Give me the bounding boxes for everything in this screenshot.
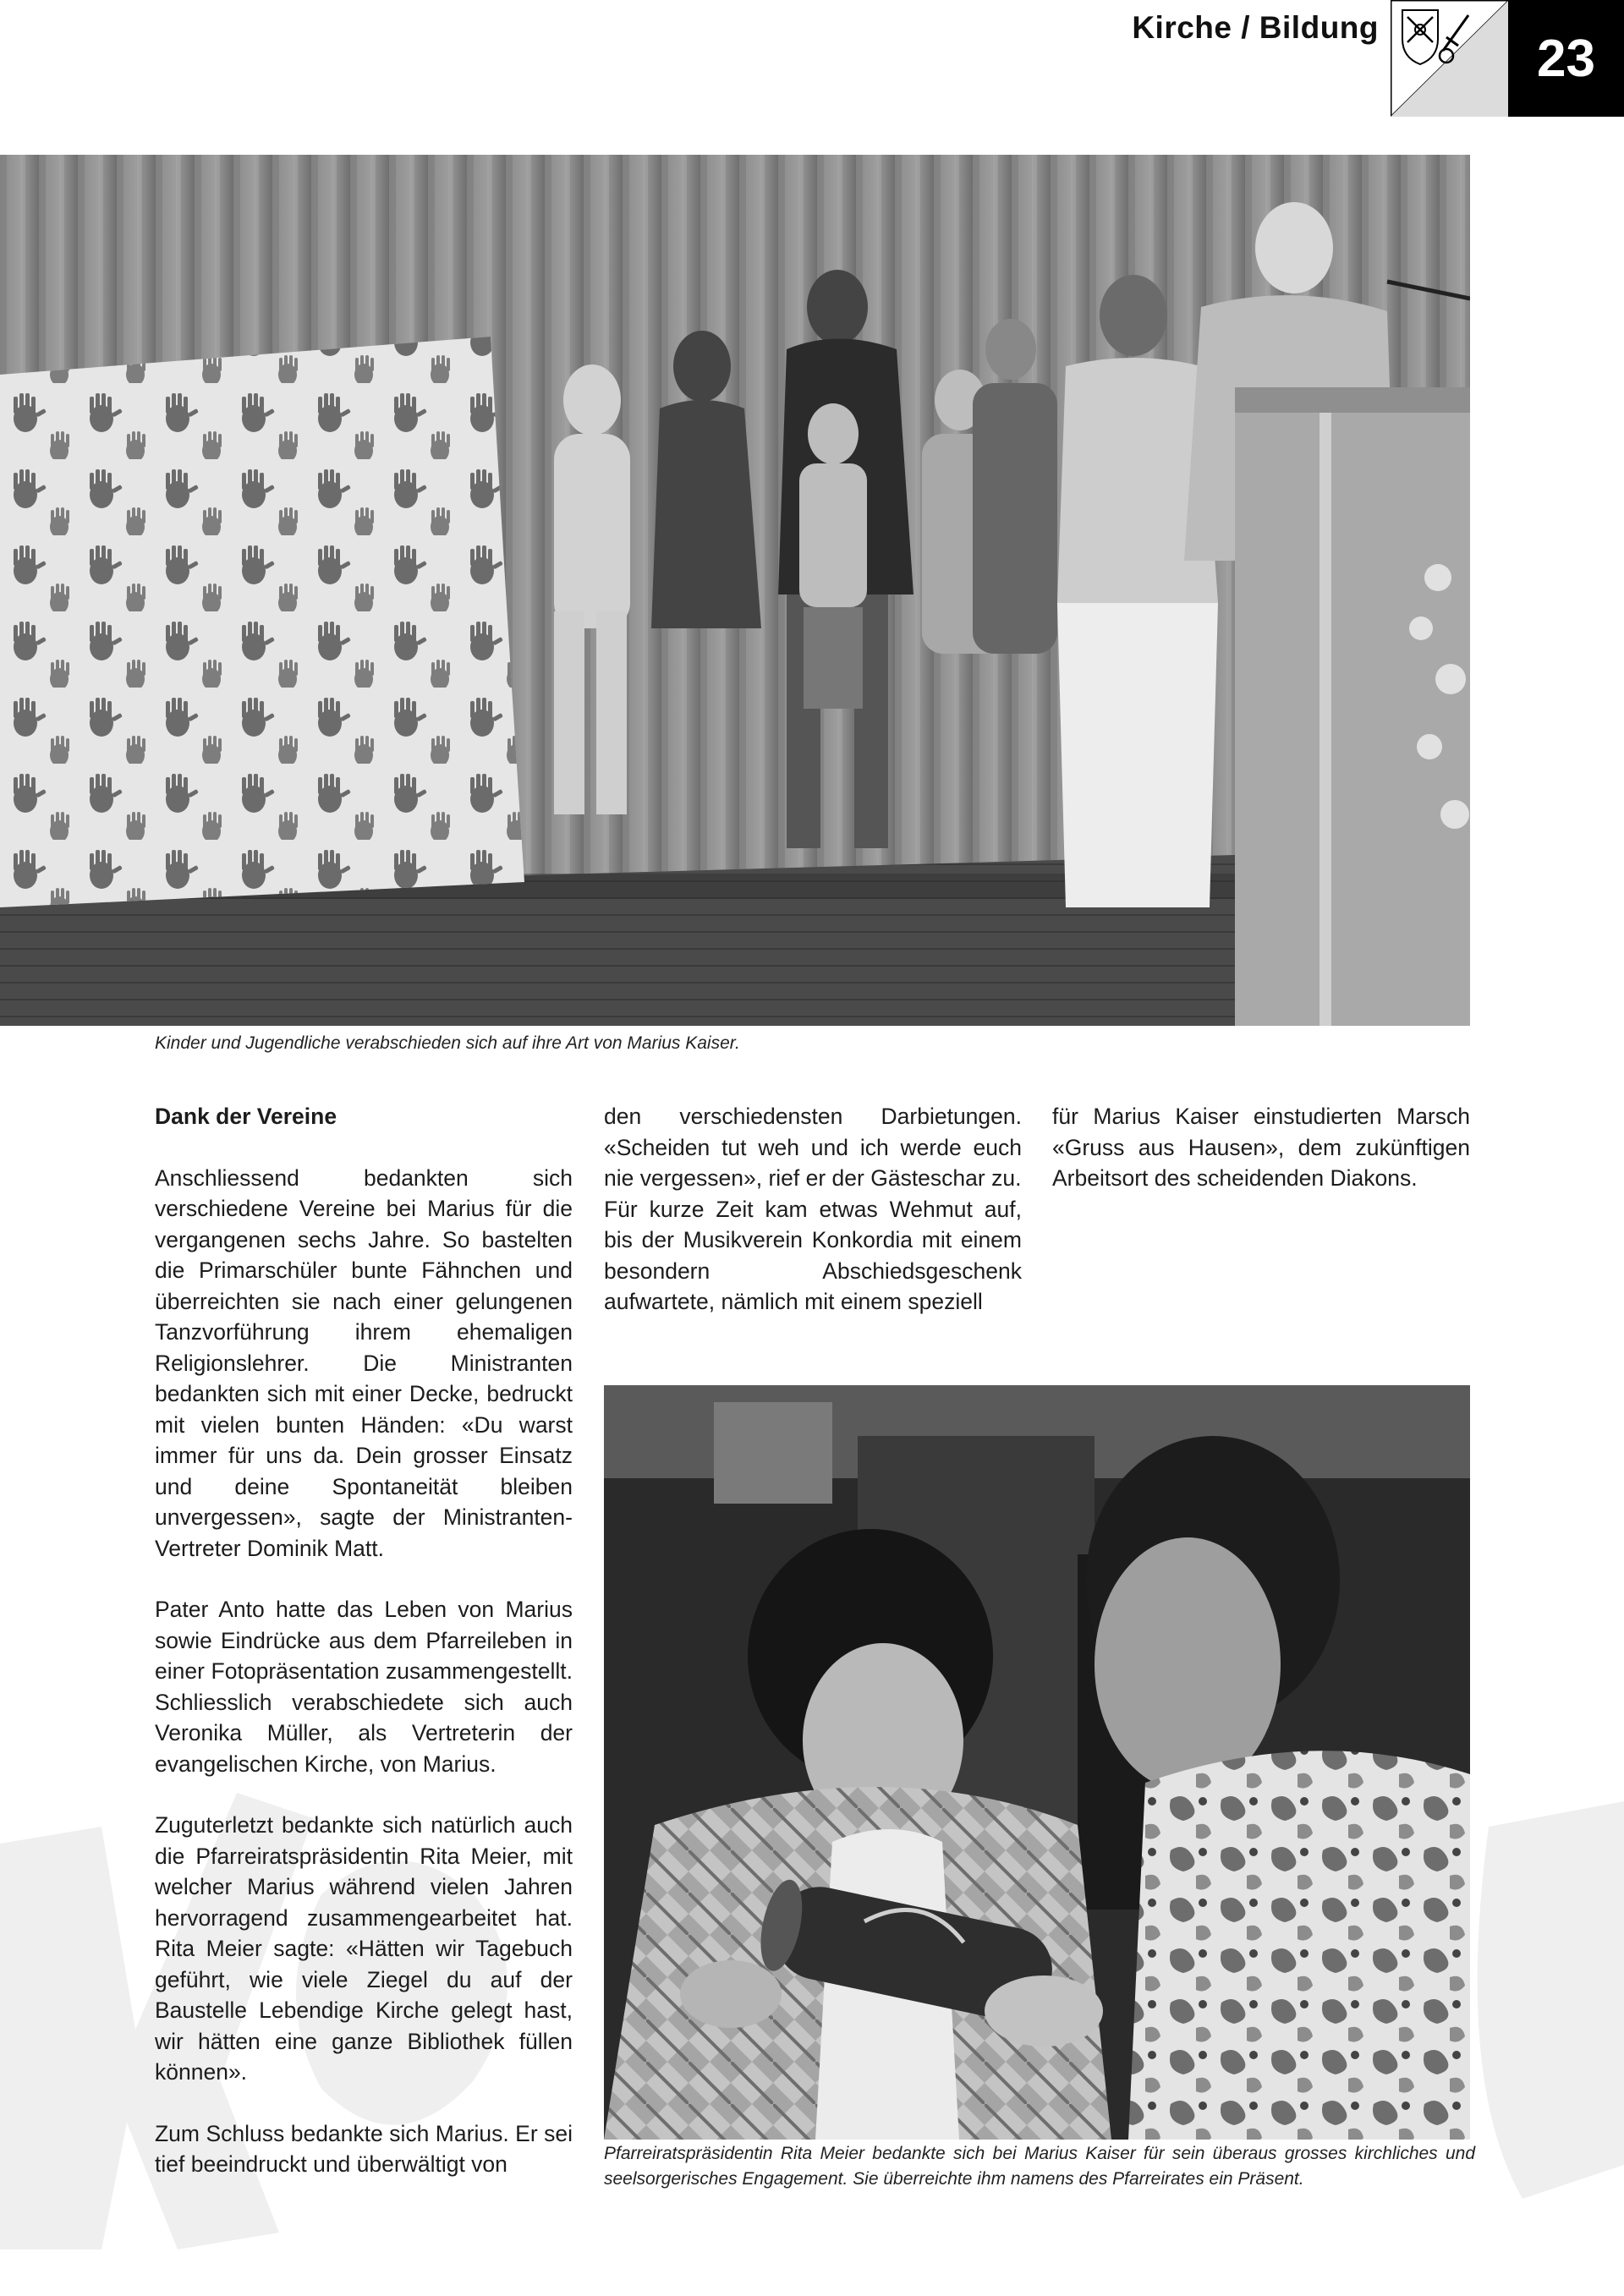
gift-handover-photo [604,1385,1470,2140]
coat-of-arms-icon [1391,0,1509,117]
article-column-2 [604,1101,1022,1318]
top-photo-caption: Kinder und Jugendliche verabschieden sich auf ihre Art von Marius Kaiser. [155,1033,740,1053]
article-column-3 [1052,1101,1470,1194]
article-heading: Dank der Vereine [155,1104,337,1129]
article-column-1 [155,1101,573,2180]
paragraph: Anschliessend bedankten sich verschiedene Vereine bei Marius für die vergangenen sechs Jahre. So bastelten die Primarschüler bunte Fähnchen und überreichten sie nach einer gelungenen Tanzvorführung ihrem ehemaligen Religionslehrer. Die Ministranten bedankten sich mit einer Decke, bedruckt mit vielen bunten Händen: «Du warst immer für uns da. Dein grosser Einsatz und deine Spontaneität bleiben unvergessen», sagte der Ministranten-Vertreter Dominik Matt. [155,1164,573,1561]
paragraph: den verschiedensten Darbietungen. «Scheiden tut weh und ich werde euch nie vergessen», rief er der Gästeschar zu. [604,1104,1022,1191]
paragraph: Pater Anto hatte das Leben von Marius sowie Eindrücke aus dem Pfarreileben in einer Fotopräsentation zusammengestellt. Schliesslich verabschiedete sich auch Veronika Müller, als Vertreterin der evangelischen Kirche, von Marius. [155,1597,573,1777]
paragraph: Zuguterletzt bedankte sich natürlich auch die Pfarreiratspräsidentin Rita Meier, mit welcher Marius während vielen Jahren hervorragend zusammengearbeitet hat. Rita Meier sagte: «Hätten wir Tagebuch geführt, wie viele Ziegel du auf der Baustelle Lebendige Kirche gelegt hast, wir hätten eine ganze Bibliothek füllen können». [155,1812,573,2085]
stage-group-photo [0,155,1470,1026]
page-number: 23 [1508,0,1624,117]
paragraph: Zum Schluss bedankte sich Marius. Er sei tief beeindruckt und überwältigt von [155,2120,573,2177]
paragraph: für Marius Kaiser einstudierten Marsch «Gruss aus Hausen», dem zukünftigen Arbeitsort des scheidenden Diakons. [1052,1104,1470,1191]
paragraph: Für kurze Zeit kam etwas Wehmut auf, bis der Musikverein Konkordia mit einem besondern Abschiedsgeschenk aufwartete, nämlich mit einem speziell [604,1196,1022,1314]
bottom-photo-caption: Pfarreiratspräsidentin Rita Meier bedankte sich bei Marius Kaiser für sein überaus grosses kirchliches und seelsorgerisches Engagement. Sie überreichte ihm namens des Pfarreirates ein Präsent. [604,2144,1475,2189]
section-title: Kirche / Bildung [1132,10,1379,45]
